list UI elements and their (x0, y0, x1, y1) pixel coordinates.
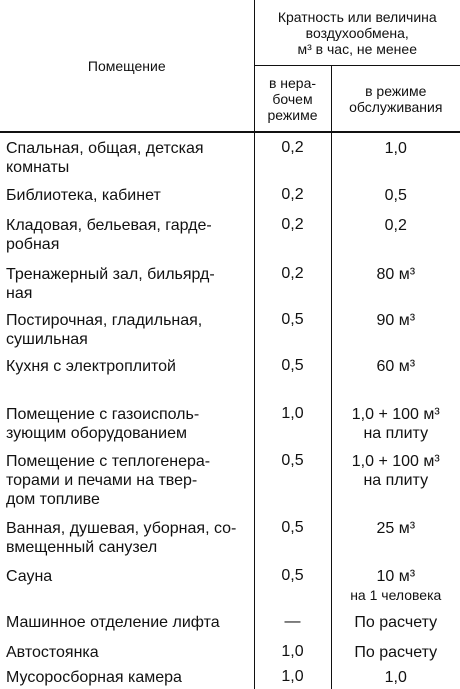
value-on-line: 90 м³ (376, 311, 416, 329)
value-on-line: на плиту (363, 471, 429, 489)
room-name (0, 180, 254, 211)
room-name (0, 132, 254, 179)
room-name-line: ная (6, 284, 33, 302)
table-row (0, 662, 460, 689)
value-off: 0,2 (254, 180, 331, 211)
room-name (0, 662, 254, 689)
room-name (0, 561, 254, 607)
table-row (0, 607, 460, 637)
header-on-line1: в режиме (365, 82, 427, 99)
room-name-line: Постирочная, гладильная, (6, 311, 203, 329)
value-on-line: 1,0 + 100 м³ (351, 452, 440, 470)
table-row (0, 637, 460, 663)
header-rate-line2: воздухообмена, (305, 24, 409, 41)
header-off-mode (254, 66, 331, 133)
room-name-line: Автостоянка (6, 643, 99, 661)
header-rate (254, 0, 460, 66)
header-room (0, 0, 254, 132)
value-on (331, 210, 460, 258)
room-name-line: Машинное отделение лифта (6, 613, 220, 631)
room-name-line: Ванная, душевая, уборная, со- (6, 520, 237, 538)
value-on-line: 25 м³ (376, 520, 416, 538)
room-name (0, 210, 254, 258)
value-off: 0,5 (254, 513, 331, 560)
room-name-line: комнаты (6, 159, 70, 177)
header-off-line1: в нера- (268, 74, 317, 91)
table-row (0, 561, 460, 607)
value-on (331, 513, 460, 560)
value-off: 0,2 (254, 210, 331, 258)
room-name-line: Тренажерный зал, бильярд- (6, 265, 215, 283)
room-name (0, 446, 254, 514)
room-name (0, 305, 254, 351)
table-row (0, 305, 460, 351)
room-name-line: Спальная, общая, детская (6, 140, 204, 158)
value-on-line: По расчету (354, 643, 438, 661)
value-on-line: 10 м³ (376, 567, 416, 585)
room-name-line: Кухня с электроплитой (6, 358, 176, 376)
table-row (0, 513, 460, 560)
header-on-mode (331, 66, 460, 133)
table-row (0, 180, 460, 211)
table-row (0, 399, 460, 445)
room-name (0, 637, 254, 663)
room-name (0, 399, 254, 445)
value-off: 0,5 (254, 305, 331, 351)
table-row (0, 259, 460, 305)
value-on (331, 351, 460, 399)
value-on (331, 637, 460, 663)
value-on-line: 1,0 (384, 140, 407, 158)
header-off-line2: бочем (272, 90, 313, 107)
value-off: 0,5 (254, 446, 331, 514)
header-rate-line3: м³ в час, не менее (297, 40, 417, 57)
room-name-line: сушильная (6, 330, 88, 348)
room-name-line: Библиотека, кабинет (6, 186, 161, 204)
value-off: 0,2 (254, 132, 331, 179)
value-on (331, 607, 460, 637)
value-off: 0,5 (254, 561, 331, 607)
value-off: 0,5 (254, 351, 331, 399)
room-name (0, 351, 254, 399)
value-on (331, 662, 460, 689)
room-name-line: Кладовая, бельевая, гарде- (6, 217, 212, 235)
value-on-line: 80 м³ (376, 265, 416, 283)
value-on-line: 60 м³ (376, 358, 416, 376)
room-name-line: Помещение с газоисполь- (6, 406, 200, 424)
room-name-line: зующим оборудованием (6, 425, 187, 443)
header-rate-line1: Кратность или величина (277, 8, 437, 25)
room-name-line: торами и печами на твер- (6, 471, 198, 489)
room-name (0, 259, 254, 305)
value-on (331, 561, 460, 607)
value-on (331, 305, 460, 351)
value-on-line: 0,5 (384, 186, 407, 204)
room-name-line: Сауна (6, 567, 53, 585)
room-name (0, 607, 254, 637)
value-on-line: 1,0 + 100 м³ (351, 406, 440, 424)
value-off: — (254, 607, 331, 637)
room-name-line: вмещенный санузел (6, 539, 158, 557)
room-name-line: дом топливе (6, 490, 100, 508)
table-row (0, 446, 460, 514)
header-room-label: Помещение (87, 57, 166, 74)
value-on-line: на 1 человека (350, 586, 442, 603)
value-on-line: 0,2 (384, 217, 407, 235)
header-off-line3: режиме (267, 106, 318, 123)
room-name-line: робная (6, 236, 60, 254)
value-on-line: на плиту (363, 425, 429, 443)
value-off: 1,0 (254, 662, 331, 689)
room-name-line: Помещение с теплогенера- (6, 452, 211, 470)
table-row (0, 210, 460, 258)
value-on (331, 180, 460, 211)
value-off: 1,0 (254, 399, 331, 445)
table-row (0, 351, 460, 399)
table-row (0, 132, 460, 179)
value-off: 1,0 (254, 637, 331, 663)
room-name-line: Мусоросборная камера (6, 669, 182, 687)
value-on (331, 132, 460, 179)
value-off: 0,2 (254, 259, 331, 305)
room-name (0, 513, 254, 560)
header-on-line2: обслуживания (349, 98, 443, 115)
value-on (331, 399, 460, 445)
value-on-line: 1,0 (384, 669, 407, 687)
value-on (331, 259, 460, 305)
value-on-line: По расчету (354, 613, 438, 631)
value-on (331, 446, 460, 514)
